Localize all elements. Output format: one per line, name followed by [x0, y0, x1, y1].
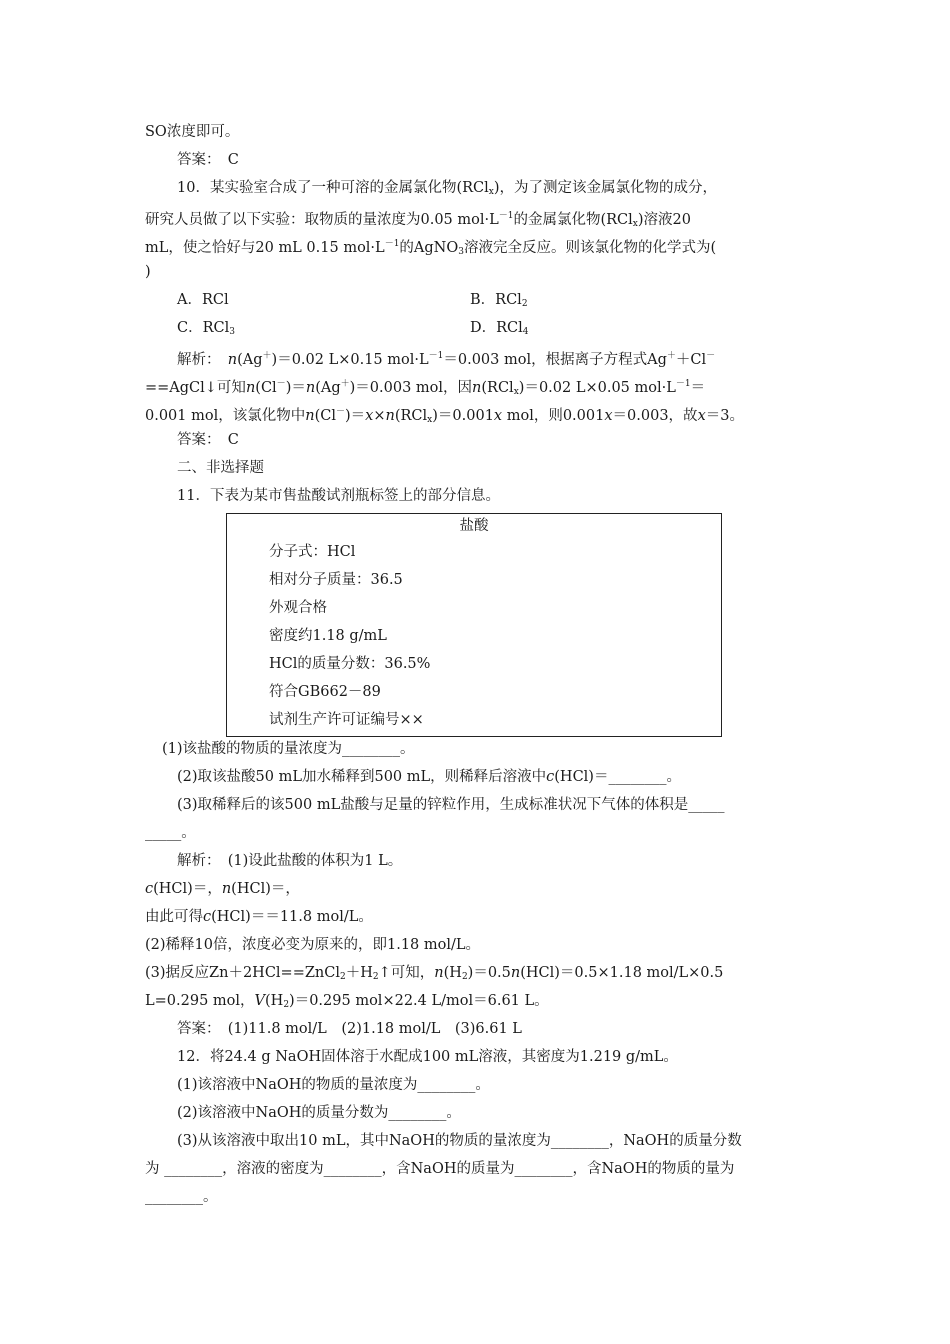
question-12-part: ________。: [145, 1189, 218, 1205]
solution-11-line: (2)稀释10倍，浓度必变为原来的，即1.18 mol/L。: [145, 937, 481, 953]
label-item: 试剂生产许可证编号××: [269, 712, 424, 728]
answer-line: 答案： C: [177, 432, 239, 448]
solution-10-line: 0.001 mol，该氯化物中n(Cl－)＝x×n(RCl$_x$)＝0.001x mol，则0.001x＝0.003，故x＝3。: [145, 407, 744, 425]
solution-11-line: 解析： (1)设此盐酸的体积为1 L。: [177, 853, 403, 869]
label-item: 外观合格: [269, 600, 327, 616]
question-12-line: 12．将24.4 g NaOH固体溶于水配成100 mL溶液，其密度为1.219 g/mL。: [177, 1049, 678, 1065]
question-10-line: 研究人员做了以下实验：取物质的量浓度为0.05 $mol\cdot L^{-1}$的金属氯化物(RCl$_x$)溶液20: [145, 211, 691, 229]
question-10-line: mL，使之恰好与20 mL 0.15 $mol\cdot L^{-1}$的AgNO$_3$溶液完全反应。则该氯化物的化学式为(: [145, 239, 717, 257]
question-12-part: (2)该溶液中NaOH的质量分数为________。: [177, 1105, 461, 1121]
solution-11-line: 由此可得c(HCl)＝＝11.8 mol/L。: [145, 909, 373, 925]
label-item: 相对分子质量：36.5: [269, 572, 403, 588]
label-title: 盐酸: [459, 518, 489, 534]
label-item: 符合GB662－89: [269, 684, 381, 700]
answer-line: 答案： (1)11.8 mol/L (2)1.18 mol/L (3)6.61 L: [177, 1021, 522, 1037]
question-10-line: 10．某实验室合成了一种可溶的金属氯化物(RCl$_x$)，为了测定该金属氯化物的成分，: [177, 180, 717, 197]
option-c: C．RCl$_3$: [177, 320, 235, 337]
question-12-part: (3)从该溶液中取出10 mL，其中NaOH的物质的量浓度为________，NaOH的质量分数: [177, 1133, 742, 1149]
question-11-part: _____。: [145, 825, 196, 841]
option-d: D．RCl$_4$: [470, 320, 529, 337]
label-item: 密度约1.18 g/mL: [269, 628, 387, 644]
solution-10-line: ==AgCl↓可知n(Cl－)＝n(Ag＋)＝0.003 mol，因n(RCl$_x$)＝0.02 L×0.05 $mol\cdot L^{-1}=$: [145, 379, 706, 397]
question-11-line: 11．下表为某市售盐酸试剂瓶标签上的部分信息。: [177, 488, 500, 504]
solution-11-line: L=0.295 mol，$V(H_2)=0.295$ mol×22.4 L/mol＝6.61 L。: [145, 993, 549, 1010]
question-11-part: (3)取稀释后的该500 mL盐酸与足量的锌粒作用，生成标准状况下气体的体积是_____: [177, 797, 725, 813]
solution-11-line: (3)据反应$Zn+2HCl==ZnCl_2+H_2↑$可知，$n(H_2)=0.5n(HCl)=0.5\times 1.18$ mol/L×0.5: [145, 965, 724, 982]
question-11-part: (2)取该盐酸50 mL加水稀释到500 mL，则稀释后溶液中c(HCl)＝________。: [177, 769, 681, 785]
solution-11-line: c(HCl)＝，n(HCl)＝，: [145, 881, 300, 897]
text-line: SO浓度即可。: [145, 124, 240, 140]
option-b: B．RCl$_2$: [470, 292, 528, 309]
option-a: A．RCl: [177, 292, 229, 308]
label-item: HCl的质量分数：36.5%: [269, 656, 431, 672]
answer-line: 答案： C: [177, 152, 239, 168]
section-heading: 二、非选择题: [177, 460, 264, 476]
question-11-part: (1)该盐酸的物质的量浓度为________。: [162, 741, 415, 757]
question-12-part: (1)该溶液中NaOH的物质的量浓度为________。: [177, 1077, 490, 1093]
label-item: 分子式：HCl: [269, 544, 356, 560]
question-10-line: ): [145, 264, 151, 280]
question-12-part: 为 ________，溶液的密度为________，含NaOH的质量为________，含NaOH的物质的量为: [145, 1161, 735, 1177]
reagent-label-box: [226, 513, 722, 737]
solution-10-line: 解析： n(Ag＋)＝0.02 L×0.15 $mol\cdot L^{-1}=0.003$ mol，根据离子方程式Ag＋＋Cl－: [177, 351, 716, 368]
